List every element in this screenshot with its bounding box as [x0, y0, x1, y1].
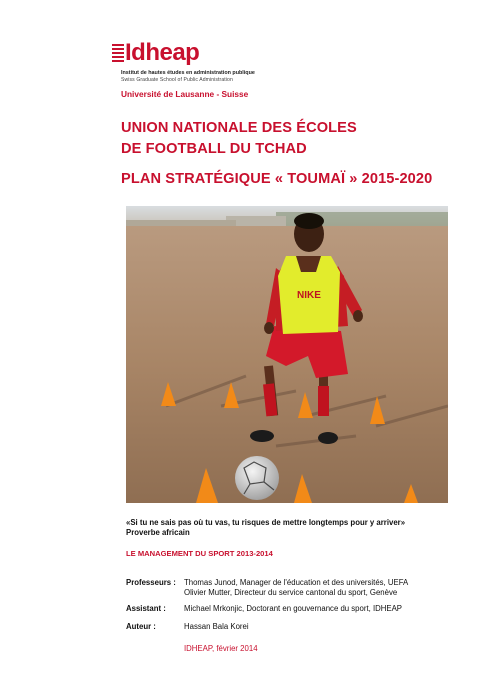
logo-subtitle-english: Swiss Graduate School of Public Administration — [121, 77, 233, 83]
assistant-name: Michael Mrkonjic, Doctorant en gouvernance du sport, IDHEAP — [184, 604, 402, 613]
publication-date: IDHEAP, février 2014 — [184, 644, 258, 653]
professor-2: Olivier Mutter, Directeur du service cantonal du sport, Genève — [184, 588, 398, 597]
logo-bars-icon — [112, 44, 124, 64]
professor-1: Thomas Junod, Manager de l'éducation et des universités, UEFA — [184, 578, 409, 587]
author-label: Auteur : — [126, 622, 156, 631]
cover-photo — [126, 206, 448, 503]
assistant-label: Assistant : — [126, 604, 166, 613]
author-name: Hassan Bala Korei — [184, 622, 249, 631]
logo-wordmark: Idheap — [125, 39, 200, 66]
program-heading: LE MANAGEMENT DU SPORT 2013-2014 — [126, 549, 273, 558]
child-football-illustration — [126, 206, 448, 503]
idheap-logo — [112, 39, 292, 72]
title-line-2: DE FOOTBALL DU TCHAD — [121, 141, 307, 157]
logo-subtitle-french: Institut de hautes études en administration publique — [121, 70, 255, 76]
university-name: Université de Lausanne - Suisse — [121, 89, 249, 99]
title-line-1: UNION NATIONALE DES ÉCOLES — [121, 120, 357, 136]
title-line-3: PLAN STRATÉGIQUE « TOUMAÏ » 2015-2020 — [121, 171, 433, 187]
quote-text: «Si tu ne sais pas où tu vas, tu risques de mettre longtemps pour y arriver» — [126, 518, 406, 527]
professors-label: Professeurs : — [126, 578, 176, 587]
proverb-attribution: Proverbe africain — [126, 528, 190, 537]
bib-brand-text: NIKE — [297, 290, 321, 301]
